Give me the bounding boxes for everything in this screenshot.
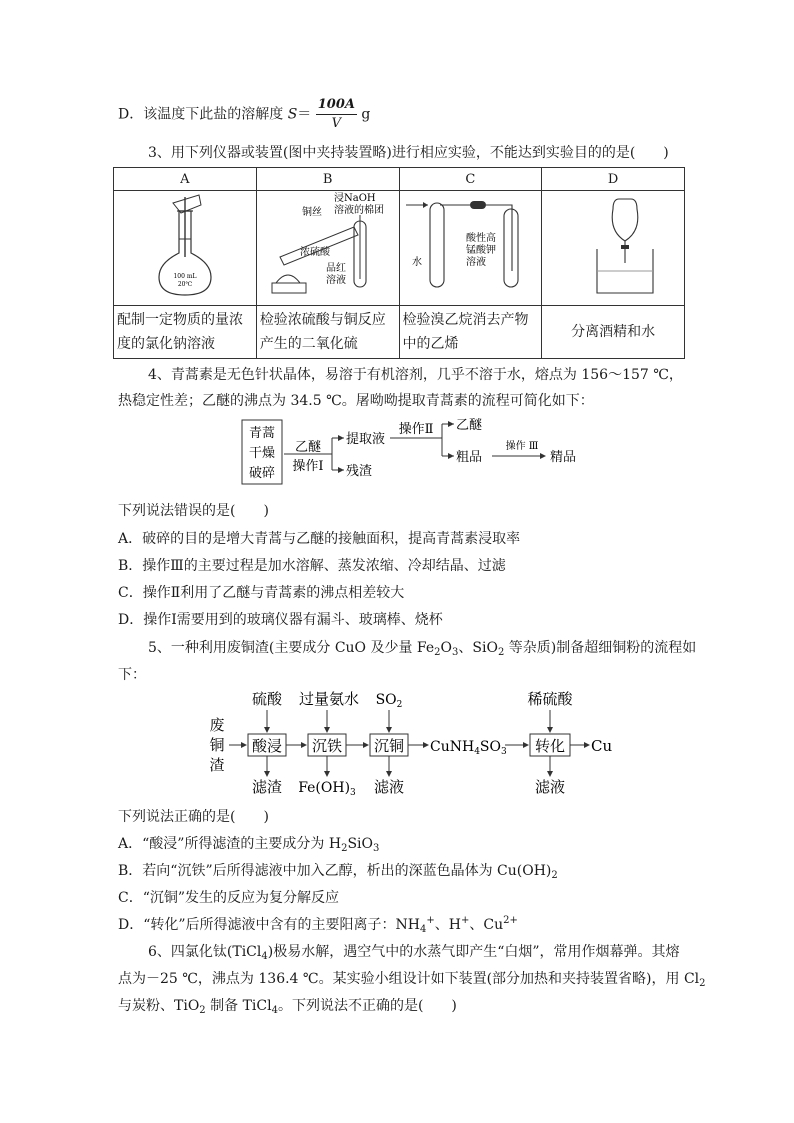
residue-label: 残渣: [346, 464, 373, 479]
src-char2: 铜: [209, 736, 225, 754]
caption-a-line2: 度的氯化钠溶液: [117, 336, 215, 352]
label-copper-wire: 铜丝: [301, 207, 322, 218]
q4-option-d[interactable]: D．操作Ⅰ需要用到的玻璃仪器有漏斗、玻璃棒、烧杯: [118, 612, 443, 628]
subscript: 2: [434, 647, 441, 658]
flask-temp-label: 20℃: [177, 281, 193, 288]
q5-flow-diagram: [205, 690, 625, 798]
box-line2: 干燥: [248, 446, 276, 461]
option-a-text: A．“酸浸”所得滤渣的主要成分为 H: [118, 836, 342, 852]
q6-line3: [118, 995, 457, 1016]
equals-sign: ＝: [297, 106, 312, 123]
label-acidic: 酸性高: [466, 233, 497, 244]
header-c: C: [399, 168, 542, 191]
caption-a-line1: 配制一定物质的量浓: [117, 312, 243, 328]
label-solution-c: 溶液: [466, 257, 487, 268]
caption-c: [399, 306, 542, 359]
extract-label: 提取液: [346, 432, 386, 447]
crude-label: 粗品: [456, 450, 483, 465]
subscript: 2: [699, 978, 706, 989]
src-char1: 废: [209, 716, 225, 734]
option-text: D．该温度下此盐的溶解度: [118, 106, 288, 123]
flask-label: 100 mL: [173, 273, 197, 280]
arrow1-top-label: 乙醚: [294, 440, 322, 455]
q4-flow-diagram: [240, 418, 600, 488]
q6-text-a: 6、四氯化钛(TiCl: [148, 944, 262, 960]
q6-line1: [148, 941, 680, 962]
option-d-text3: 、Cu: [469, 917, 504, 933]
option-b-text: B．若向“沉铁”后所得滤液中加入乙醇，析出的深蓝色晶体为 Cu(OH): [118, 863, 552, 879]
label-cotton: 溶液的棉团: [333, 205, 384, 216]
subscript: 3: [350, 788, 356, 798]
reagent-dilute-sulfuric: 稀硫酸: [527, 690, 573, 708]
feoh-text: Fe(OH): [298, 780, 351, 796]
q5-ask: 下列说法正确的是( ): [118, 809, 269, 825]
label-water: 水: [412, 257, 423, 268]
box-line3: 破碎: [248, 466, 276, 481]
intermediate-formula: [430, 739, 507, 757]
q6-text-b: )极易水解，遇空气中的水蒸气即产生“白烟”，常用作烟幕弹。其熔: [267, 944, 680, 960]
q5-text-a: 5、一种利用废铜渣(主要成分 CuO 及少量 Fe: [148, 640, 435, 656]
label-conc-sulfuric: 浓硫酸: [299, 247, 330, 258]
superscript-2plus: 2+: [503, 915, 518, 926]
reagent-so2: [376, 692, 403, 710]
q6-text-f: 。下列说法不正确的是( ): [277, 998, 457, 1014]
reagent-sulfuric: 硫酸: [251, 690, 283, 708]
q3-stem: 3、用下列仪器或装置(图中夹持装置略)进行相应实验，不能达到实验目的的是( ): [148, 145, 669, 161]
header-a: A: [114, 168, 257, 191]
subscript: 2: [199, 1005, 206, 1016]
superscript-plus: +: [426, 915, 435, 926]
caption-c-line2: 中的乙烯: [402, 336, 459, 352]
q5-line1: [148, 637, 696, 658]
q3-options-table: [113, 167, 685, 359]
output-filtrate: 滤液: [373, 778, 405, 796]
step-convert: 转化: [534, 737, 566, 755]
q4-line1: 4、青蒿素是无色针状晶体，易溶于有机溶剂，几乎不溶于水，熔点为 156～157 ℃，: [148, 367, 683, 383]
figure-c: [399, 191, 542, 306]
so2-text: SO: [375, 692, 397, 708]
box-line1: 青蒿: [248, 426, 276, 441]
fraction-numerator: 100A: [316, 96, 357, 115]
figure-b: [256, 191, 399, 306]
q5-option-a[interactable]: [118, 833, 379, 854]
q5-option-d[interactable]: [118, 914, 518, 935]
q5-option-c[interactable]: C．“沉铜”发生的反应为复分解反应: [118, 890, 340, 906]
label-naoh: 浸NaOH: [333, 193, 376, 204]
subscript: 2: [497, 647, 505, 658]
op3-label: 操作 Ⅲ: [505, 441, 539, 452]
arrow1-bottom-label: 操作Ⅰ: [292, 459, 324, 474]
option-a-text2: SiO: [347, 836, 374, 852]
step-precip-copper: 沉铜: [373, 737, 405, 755]
header-b: B: [256, 168, 399, 191]
fraction: [316, 96, 357, 133]
q4-option-a[interactable]: A．破碎的目的是增大青蒿与乙醚的接触面积，提高青蒿素浸取率: [118, 531, 521, 547]
superscript-plus: +: [460, 915, 470, 926]
caption-b-line2: 产生的二氧化硫: [259, 336, 358, 352]
subscript: 4: [420, 924, 427, 935]
product-cu: Cu: [591, 737, 613, 755]
option-d-text: D．“转化”后所得滤液中含有的主要阳离子：NH: [118, 917, 420, 933]
figure-d: [542, 191, 685, 306]
subscript: 4: [271, 1005, 278, 1016]
q6-text-e: 制备 TiCl: [205, 998, 272, 1014]
formula-part1: CuNH: [430, 739, 475, 755]
q4-option-c[interactable]: C．操作Ⅱ利用了乙醚与青蒿素的沸点相差较大: [118, 585, 405, 601]
subscript: 2: [341, 843, 348, 854]
subscript: 4: [474, 747, 480, 757]
subscript: 3: [373, 843, 380, 854]
step-acid-leach: 酸浸: [251, 737, 283, 755]
fraction-denominator: V: [331, 116, 342, 131]
fine-label: 精品: [550, 450, 577, 465]
output-filtrate-2: 滤液: [534, 778, 566, 796]
q5-line2: 下：: [118, 667, 146, 683]
caption-c-line1: 检验溴乙烷消去产物: [402, 312, 529, 328]
caption-d: 分离酒精和水: [542, 306, 685, 359]
label-pinkred: 品红: [325, 263, 346, 274]
output-residue: 滤渣: [251, 778, 283, 796]
ether-label: 乙醚: [456, 418, 483, 433]
q6-line2: [118, 968, 706, 989]
q6-text-c: 点为－25 ℃，沸点为 136.4 ℃。某实验小组设计如下装置(部分加热和夹持装置省略)，用 Cl: [118, 971, 700, 987]
separatory-funnel-icon: [543, 191, 683, 301]
caption-b: [256, 306, 399, 359]
subscript: 4: [261, 951, 268, 962]
option-d-text2: 、H: [434, 917, 461, 933]
label-solution: 溶液: [325, 275, 346, 286]
q4-line2: 热稳定性差；乙醚的沸点为 34.5 ℃。屠呦呦提取青蒿素的流程可简化如下：: [118, 393, 594, 409]
q5-text-d: 等杂质)制备超细铜粉的流程如: [504, 640, 697, 656]
q5-option-b[interactable]: [118, 860, 558, 881]
caption-a: [114, 306, 257, 359]
volumetric-flask-icon: [115, 191, 255, 301]
copper-sulfuric-acid-apparatus-icon: [258, 191, 398, 301]
q4-ask: 下列说法错误的是( ): [118, 503, 269, 519]
q6-text-d: 与炭粉、TiO: [118, 998, 200, 1014]
subscript: 2: [396, 700, 403, 710]
caption-b-line1: 检验浓硫酸与铜反应: [259, 312, 386, 328]
reagent-ammonia: 过量氨水: [298, 690, 360, 708]
q4-option-b[interactable]: B．操作Ⅲ的主要过程是加水溶解、蒸发浓缩、冷却结晶、过滤: [118, 558, 506, 574]
figure-a: [114, 191, 257, 306]
subscript: 3: [501, 747, 507, 757]
header-d: D: [542, 168, 685, 191]
subscript: 3: [452, 647, 459, 658]
q5-text-b: O: [440, 640, 453, 656]
q5-text-c: 、SiO: [458, 640, 498, 656]
op2-label: 操作Ⅱ: [398, 422, 434, 437]
previous-option-d: [118, 96, 370, 133]
output-fe-oh3: [298, 780, 356, 798]
src-char3: 渣: [209, 756, 225, 774]
step-precip-iron: 沉铁: [311, 737, 343, 755]
solubility-symbol: S: [287, 106, 298, 123]
subscript: 2: [551, 870, 558, 881]
formula-part2: SO: [479, 739, 501, 755]
label-kmno4: 锰酸钾: [466, 245, 497, 256]
unit-text: g: [356, 106, 371, 123]
gas-wash-bottles-icon: [400, 191, 540, 301]
